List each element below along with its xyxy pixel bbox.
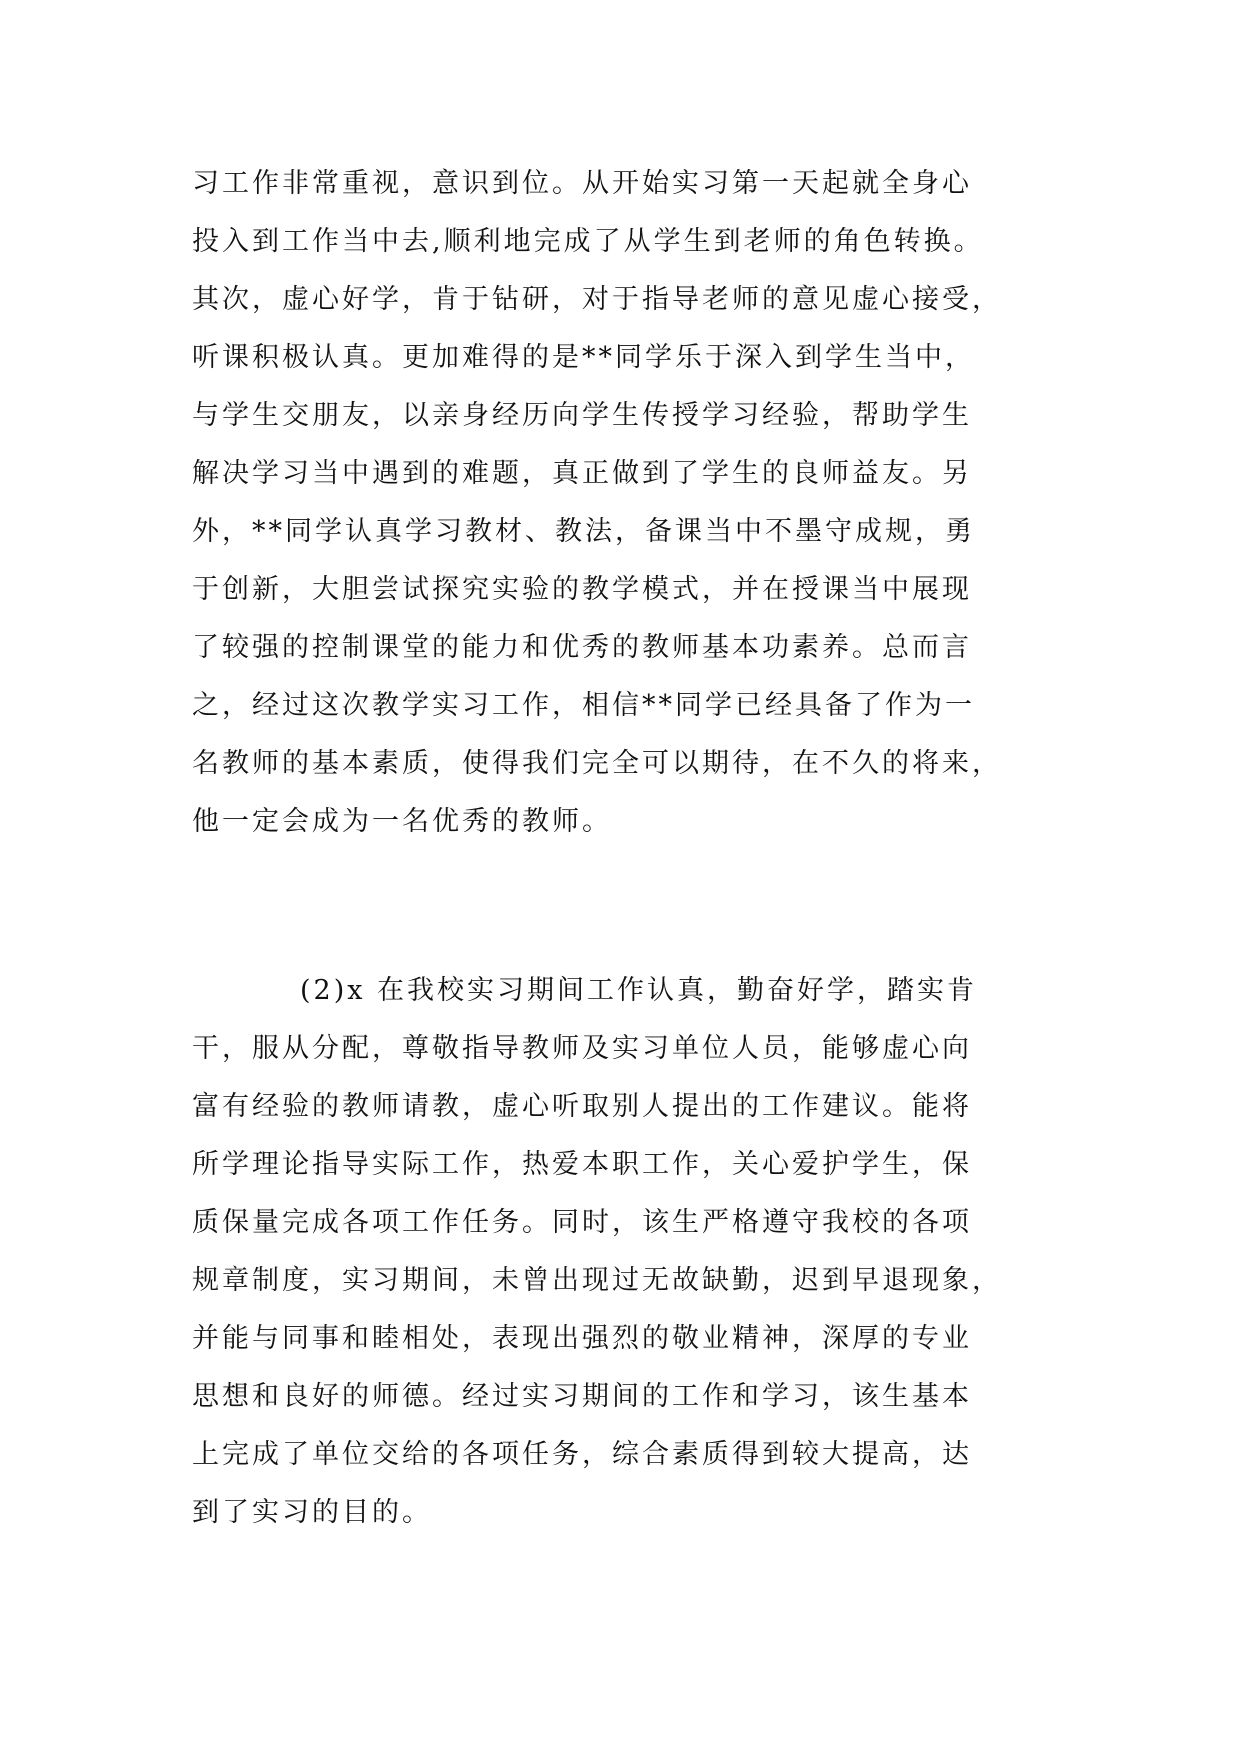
paragraph-1 [192, 155, 1072, 851]
text-line: 于创新，大胆尝试探究实验的教学模式，并在授课当中展现 [192, 574, 972, 605]
text-line: 了较强的控制课堂的能力和优秀的教师基本功素养。总而言 [192, 632, 972, 663]
text-line: 质保量完成各项工作任务。同时，该生严格遵守我校的各项 [192, 1207, 972, 1238]
text-line: 名教师的基本素质，使得我们完全可以期待，在不久的将来， [192, 748, 1002, 779]
paragraph-2 [192, 962, 1072, 1542]
text-line: 外，**同学认真学习教材、教法，备课当中不墨守成规，勇 [192, 516, 975, 547]
text-line: 规章制度，实习期间，未曾出现过无故缺勤，迟到早退现象， [192, 1265, 1002, 1296]
text-line: 听课积极认真。更加难得的是**同学乐于深入到学生当中， [192, 342, 975, 373]
text-line: 并能与同事和睦相处，表现出强烈的敬业精神，深厚的专业 [192, 1323, 972, 1354]
text-line: 富有经验的教师请教，虚心听取别人提出的工作建议。能将 [192, 1091, 972, 1122]
text-line: 所学理论指导实际工作，热爱本职工作，关心爱护学生，保 [192, 1149, 972, 1180]
text-line: 上完成了单位交给的各项任务，综合素质得到较大提高，达 [192, 1439, 972, 1470]
text-line: 习工作非常重视，意识到位。从开始实习第一天起就全身心 [192, 168, 972, 199]
text-line: 之，经过这次教学实习工作，相信**同学已经具备了作为一 [192, 690, 975, 721]
text-line-indented: (2)x 在我校实习期间工作认真，勤奋好学，踏实肯 [300, 975, 978, 1006]
text-line: 到了实习的目的。 [192, 1497, 432, 1528]
text-line: 解决学习当中遇到的难题，真正做到了学生的良师益友。另 [192, 458, 972, 489]
text-line: 其次，虚心好学，肯于钻研，对于指导老师的意见虚心接受， [192, 284, 1002, 315]
text-line: 与学生交朋友，以亲身经历向学生传授学习经验，帮助学生 [192, 400, 972, 431]
text-line: 思想和良好的师德。经过实习期间的工作和学习，该生基本 [192, 1381, 972, 1412]
text-line: 他一定会成为一名优秀的教师。 [192, 806, 612, 837]
text-line: 干，服从分配，尊敬指导教师及实习单位人员，能够虚心向 [192, 1033, 972, 1064]
text-line: 投入到工作当中去,顺利地完成了从学生到老师的角色转换。 [192, 226, 984, 257]
